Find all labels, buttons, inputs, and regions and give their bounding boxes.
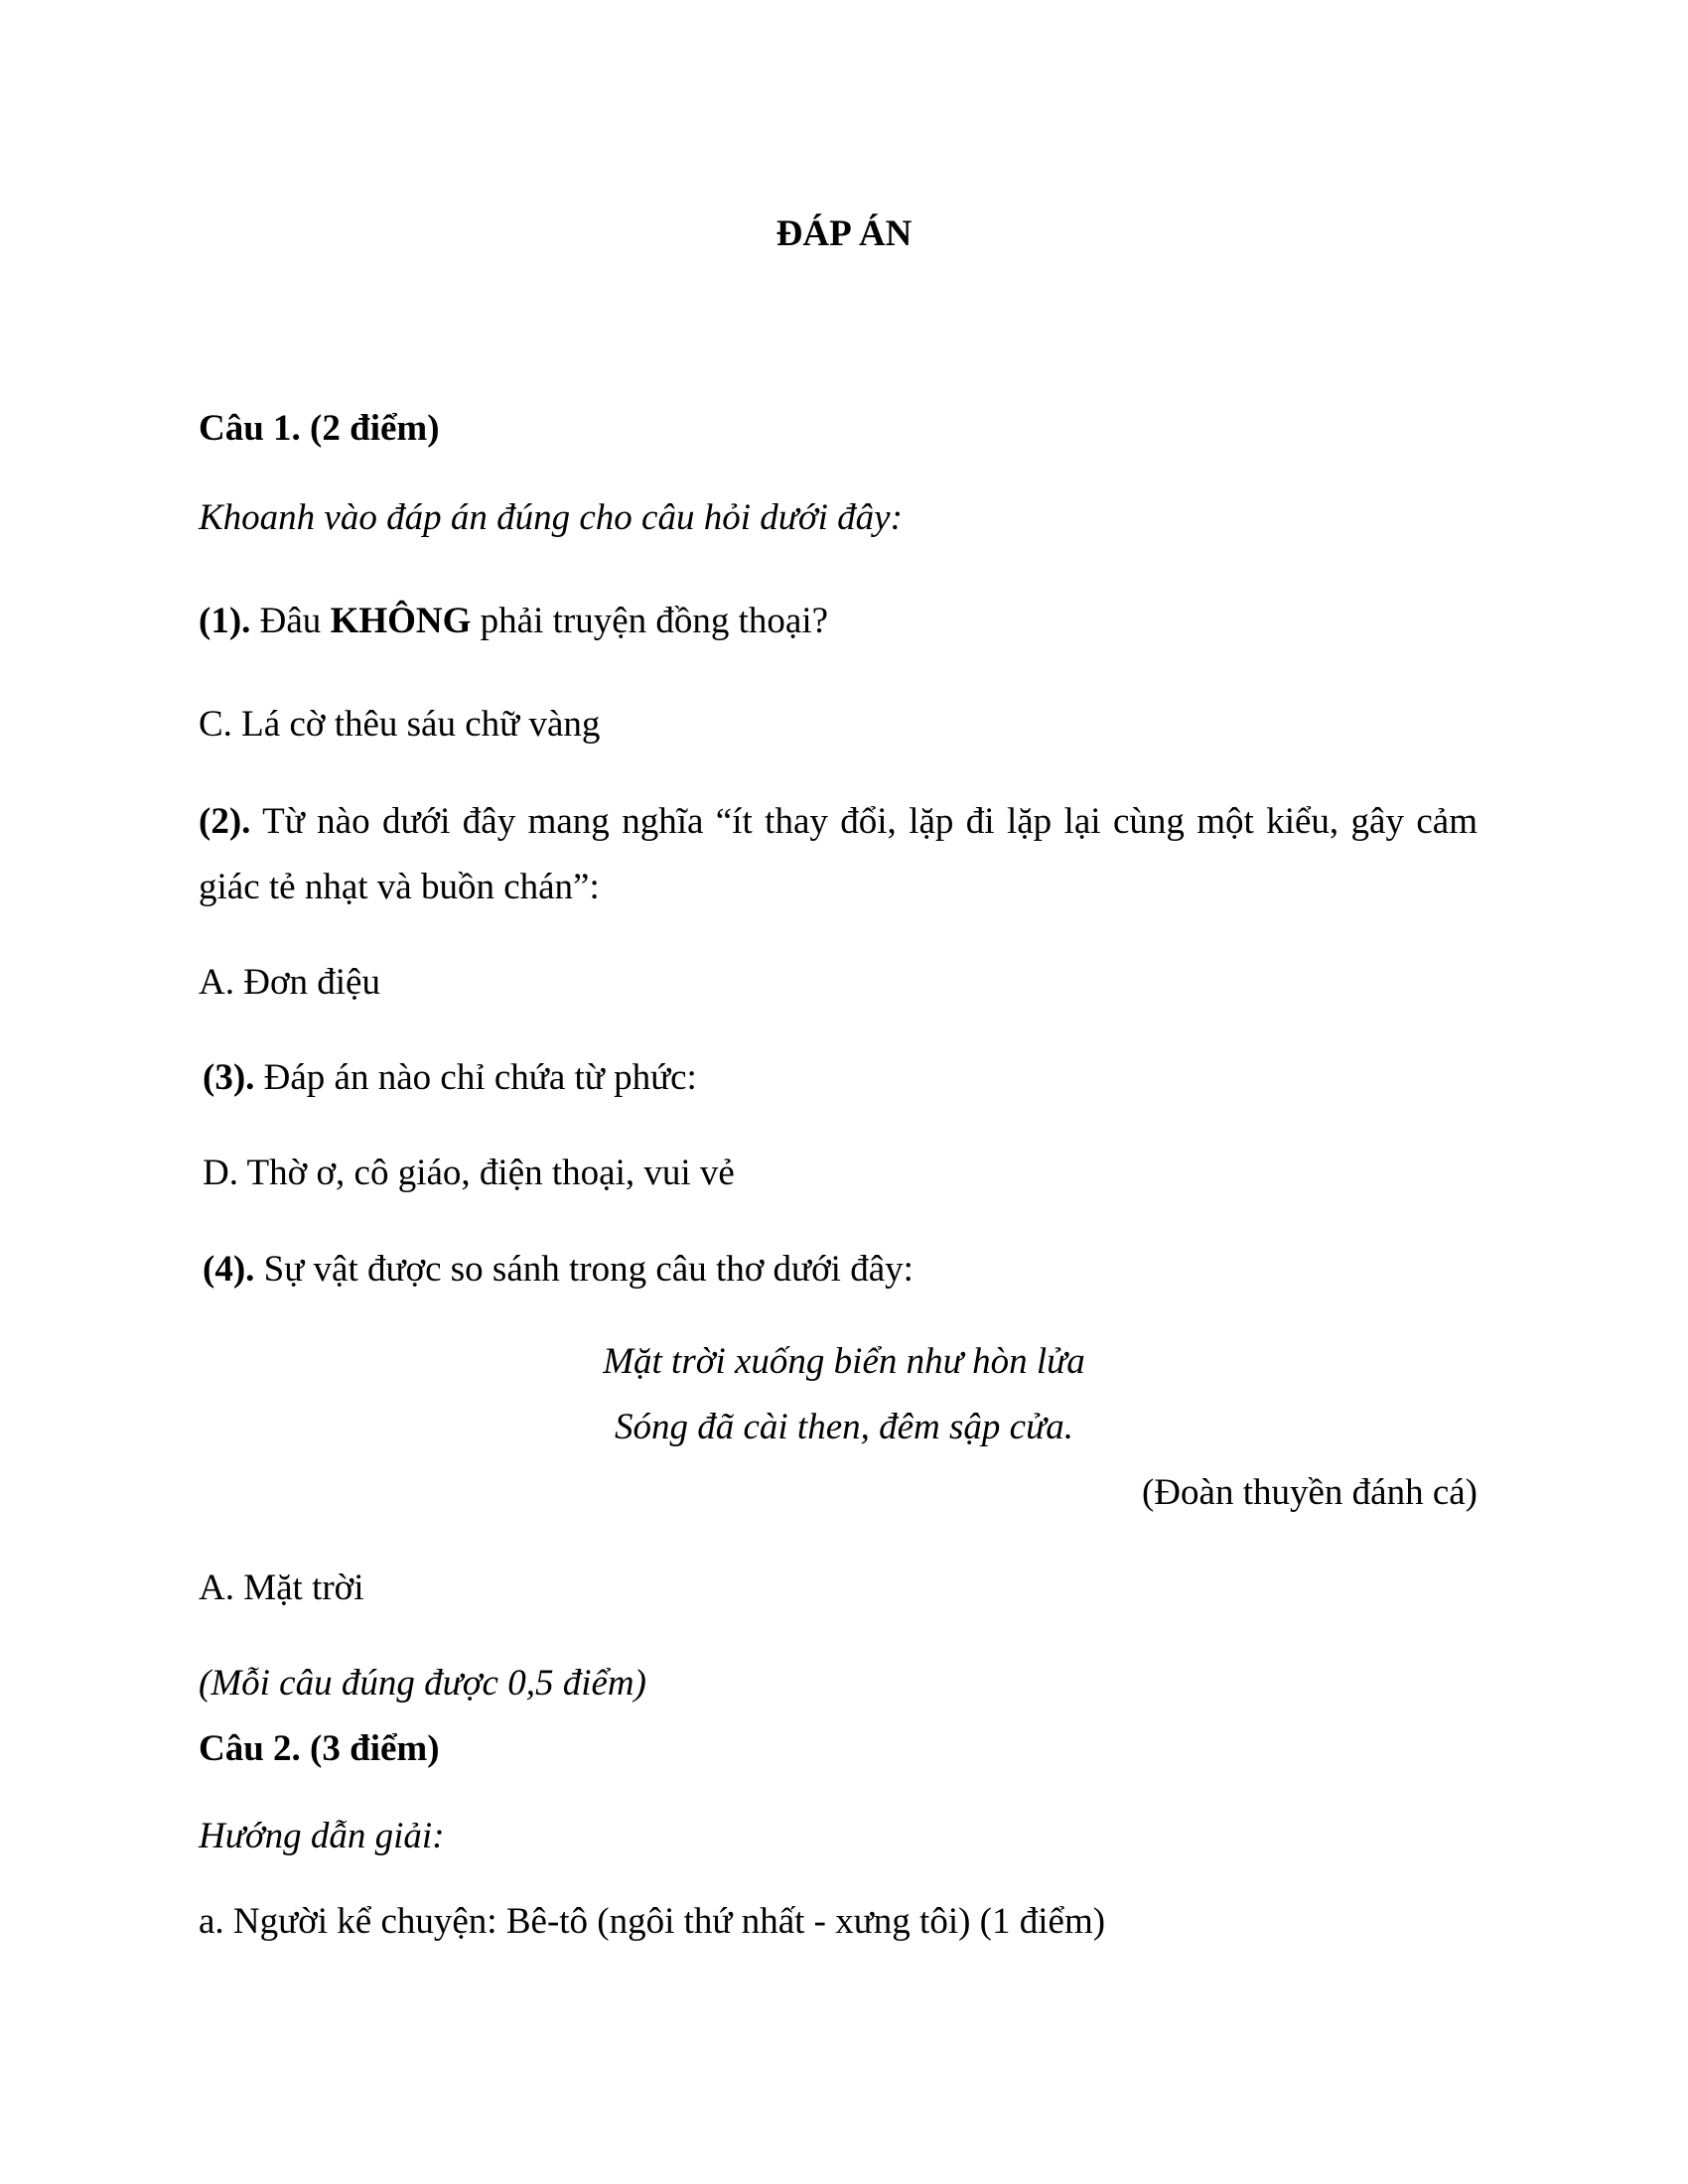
question-1-1-number: (1). — [199, 601, 251, 641]
question-1-4-text: Sự vật được so sánh trong câu thơ dưới đây: — [254, 1249, 914, 1290]
question-1-1-text-a: Đâu — [250, 601, 331, 641]
question-1-instruction: Khoanh vào đáp án đúng cho câu hỏi dưới đây: — [199, 497, 903, 538]
question-1-1-answer: C. Lá cờ thêu sáu chữ vàng — [199, 704, 601, 745]
question-2-answer-a: a. Người kể chuyện: Bê-tô (ngôi thứ nhất - xưng tôi) (1 điểm) — [199, 1901, 1106, 1942]
question-1-3-answer: D. Thờ ơ, cô giáo, điện thoại, vui vẻ — [203, 1153, 735, 1193]
poem-line-2: Sóng đã cài then, đêm sập cửa. — [614, 1407, 1074, 1447]
poem-source: (Đoàn thuyền đánh cá) — [1141, 1472, 1477, 1513]
question-1-3 — [203, 1056, 697, 1100]
question-2-guide: Hướng dẫn giải: — [199, 1816, 445, 1856]
question-1-4-answer: A. Mặt trời — [199, 1568, 364, 1608]
question-1-4 — [203, 1248, 914, 1292]
page-title: ĐÁP ÁN — [775, 213, 913, 254]
question-1-1-text-b: phải truyện đồng thoại? — [471, 601, 829, 641]
question-1-note: (Mỗi câu đúng được 0,5 điểm) — [199, 1663, 646, 1704]
question-1-heading: Câu 1. (2 điểm) — [199, 408, 440, 449]
question-1-1 — [199, 600, 828, 643]
poem-line-1: Mặt trời xuống biển như hòn lửa — [603, 1341, 1085, 1382]
question-1-1-emphasis: KHÔNG — [330, 601, 472, 641]
question-1-2-answer: A. Đơn điệu — [199, 962, 380, 1003]
question-1-2-text: Từ nào dưới đây mang nghĩa “ít thay đổi, lặp đi lặp lại cùng một kiểu, gây cảm giác tẻ nhạt và buồn chán”: — [199, 801, 1477, 907]
question-1-3-number: (3). — [203, 1057, 255, 1098]
question-2-heading: Câu 2. (3 điểm) — [199, 1728, 440, 1769]
question-1-2 — [199, 789, 1477, 920]
question-1-2-number: (2). — [199, 801, 251, 842]
question-1-4-number: (4). — [203, 1249, 255, 1290]
question-1-3-text: Đáp án nào chỉ chứa từ phức: — [254, 1057, 697, 1098]
